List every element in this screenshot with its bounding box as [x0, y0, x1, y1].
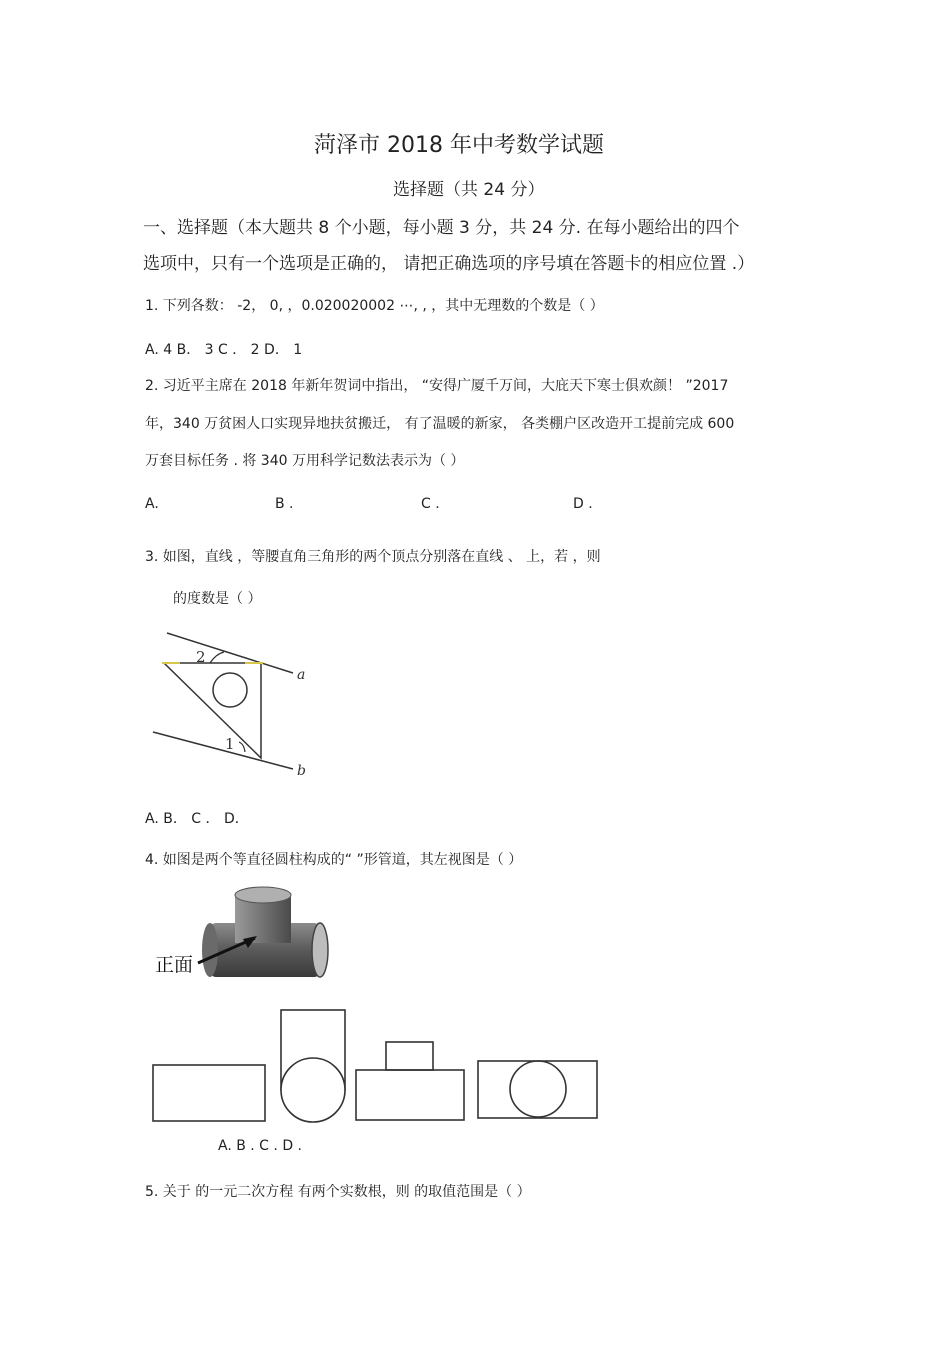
question-2-option-d: D . [573, 496, 593, 512]
question-5: 5. 关于 的一元二次方程 有两个实数根，则 的取值范围是（ ） [145, 1184, 531, 1200]
question-2-line-2: 年，340 万贫困人口实现异地扶贫搬迁， 有了温暖的新家， 各类棚户区改造开工提前完成 600 [145, 416, 735, 432]
question-3-line-1: 3. 如图，直线 ，等腰直角三角形的两个顶点分别落在直线 、 上，若 ，则 [145, 549, 601, 565]
question-2-option-a: A. [145, 496, 159, 512]
front-label: 正面 [155, 954, 194, 976]
option-d-rectangle [478, 1061, 597, 1118]
question-1: 1. 下列各数： -2， 0, ，0.020020002 ⋯, , ，其中无理数的个数是（ ） [145, 298, 604, 314]
question-3-options: A. B． C ． D． [145, 811, 249, 827]
question-4: 4. 如图是两个等直径圆柱构成的“ ”形管道，其左视图是（ ） [145, 852, 523, 868]
question-1-options: A. 4 B． 3 C ． 2 D． 1 [145, 342, 303, 358]
instructions-line-1: 一、选择题（本大题共 8 个小题，每小题 3 分，共 24 分. 在每小题给出的四个 [143, 218, 740, 238]
question-4-option-drawings [150, 1005, 610, 1125]
question-4-options: A. B . C . D . [218, 1138, 302, 1154]
question-2-line-1: 2. 习近平主席在 2018 年新年贺词中指出， “安得广厦千万间，大庇天下寒士俱欢颜！ ”2017 [145, 378, 729, 394]
angle-1-label: 1 [225, 735, 235, 753]
section-subtitle: 选择题（共 24 分） [393, 180, 545, 200]
question-2-option-c: C . [421, 496, 440, 512]
question-4-pipe-figure [150, 883, 340, 988]
instructions-line-2: 选项中，只有一个选项是正确的， 请把正确选项的序号填在答题卡的相应位置 .） [143, 254, 755, 274]
option-b-circle [281, 1058, 345, 1122]
question-2-option-b: B . [275, 496, 294, 512]
option-c-top-rectangle [386, 1042, 433, 1070]
question-3-line-2: 的度数是（ ） [173, 591, 262, 607]
question-2-line-3: 万套目标任务 . 将 340 万用科学记数法表示为（ ） [145, 453, 465, 469]
question-3-figure [150, 628, 320, 788]
line-a-label: a [297, 667, 306, 683]
page-title: 菏泽市 2018 年中考数学试题 [314, 133, 604, 158]
option-a-rectangle [153, 1065, 265, 1121]
angle-2-label: 2 [196, 648, 206, 666]
option-c-bottom-rectangle [356, 1070, 464, 1120]
option-d-circle [510, 1061, 566, 1117]
line-b-label: b [297, 763, 306, 779]
